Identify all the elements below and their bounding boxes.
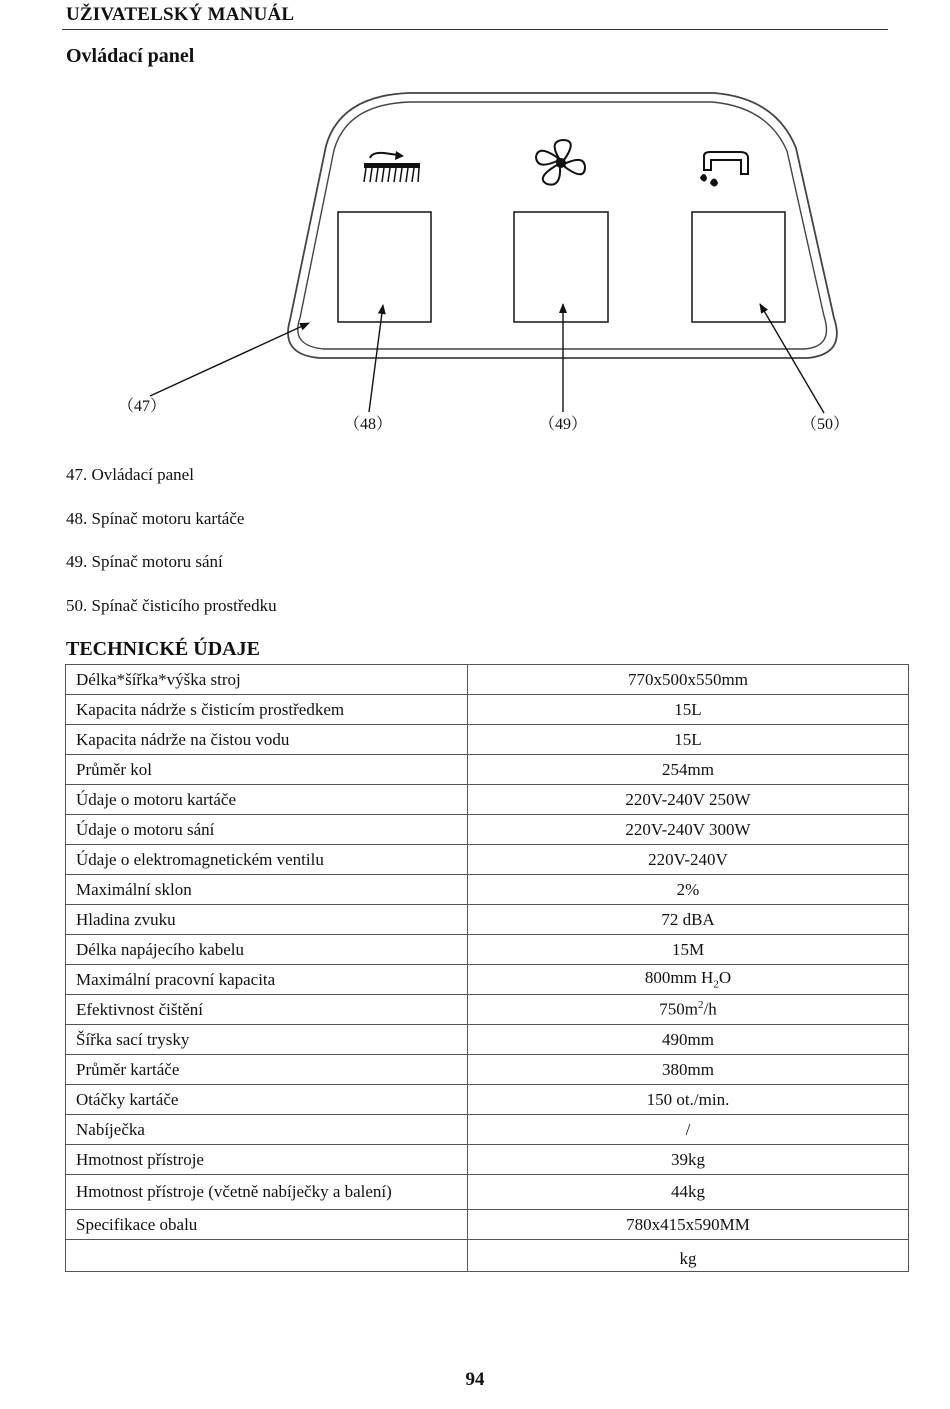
spec-label: Průměr kol <box>66 755 468 785</box>
spec-label <box>66 1240 468 1272</box>
spec-value: 44kg <box>468 1175 909 1210</box>
brush-motor-switch <box>338 212 431 322</box>
spec-label: Údaje o motoru sání <box>66 815 468 845</box>
table-row <box>66 1175 909 1210</box>
spec-value-text: /h <box>703 999 717 1019</box>
table-row <box>66 1210 909 1240</box>
technical-specs-table <box>65 664 909 1272</box>
spec-value: 220V-240V <box>468 845 909 875</box>
spec-label: Kapacita nádrže na čistou vodu <box>66 725 468 755</box>
spec-label: Kapacita nádrže s čisticím prostředkem <box>66 695 468 725</box>
spec-value: 2% <box>468 875 909 905</box>
detergent-tap-icon <box>701 152 748 186</box>
spec-label: Specifikace obalu <box>66 1210 468 1240</box>
spec-label: Údaje o motoru kartáče <box>66 785 468 815</box>
table-row <box>66 935 909 965</box>
technical-data-heading: TECHNICKÉ ÚDAJE <box>66 638 260 660</box>
spec-value: 150 ot./min. <box>468 1085 909 1115</box>
control-panel-heading: Ovládací panel <box>66 45 195 67</box>
fan-suction-icon <box>536 140 585 185</box>
spec-label: Efektivnost čištění <box>66 995 468 1025</box>
spec-value: 72 dBA <box>468 905 909 935</box>
suction-motor-switch <box>514 212 608 322</box>
spec-label: Hmotnost přístroje (včetně nabíječky a balení) <box>66 1175 468 1210</box>
legend-item-50: 50. Spínač čisticího prostředku <box>66 596 277 615</box>
spec-label: Hmotnost přístroje <box>66 1145 468 1175</box>
spec-value: 15M <box>468 935 909 965</box>
table-row <box>66 1025 909 1055</box>
table-row <box>66 1085 909 1115</box>
spec-value: 780x415x590MM <box>468 1210 909 1240</box>
table-row <box>66 875 909 905</box>
spec-label: Otáčky kartáče <box>66 1085 468 1115</box>
control-panel-diagram <box>0 0 950 450</box>
spec-label: Maximální pracovní kapacita <box>66 965 468 995</box>
table-row <box>66 695 909 725</box>
spec-value <box>468 995 909 1025</box>
table-row <box>66 845 909 875</box>
spec-label: Délka napájecího kabelu <box>66 935 468 965</box>
spec-label: Maximální sklon <box>66 875 468 905</box>
table-row <box>66 725 909 755</box>
spec-label: Údaje o elektromagnetickém ventilu <box>66 845 468 875</box>
spec-value-subscript: 2 <box>713 978 719 991</box>
brush-motor-icon <box>364 151 420 182</box>
callout-line-47 <box>150 323 309 396</box>
spec-value-text: O <box>718 968 732 988</box>
spec-value: 770x500x550mm <box>468 665 909 695</box>
spec-value: 39kg <box>468 1145 909 1175</box>
legend-item-48: 48. Spínač motoru kartáče <box>66 509 245 528</box>
callout-label-49: （49） <box>539 416 588 433</box>
spec-value-superscript: 2 <box>698 999 704 1012</box>
spec-value: / <box>468 1115 909 1145</box>
spec-value: 220V-240V 250W <box>468 785 909 815</box>
spec-value: 15L <box>468 695 909 725</box>
detergent-switch <box>692 212 785 322</box>
table-row <box>66 665 909 695</box>
callout-label-50: （50） <box>801 416 850 433</box>
legend-item-49: 49. Spínač motoru sání <box>66 552 223 571</box>
spec-value: 15L <box>468 725 909 755</box>
spec-value: 380mm <box>468 1055 909 1085</box>
spec-value <box>468 965 909 995</box>
table-row <box>66 995 909 1025</box>
spec-value: kg <box>468 1240 909 1272</box>
table-row <box>66 965 909 995</box>
spec-value: 220V-240V 300W <box>468 815 909 845</box>
table-row <box>66 785 909 815</box>
manual-header-title: UŽIVATELSKÝ MANUÁL <box>66 4 295 25</box>
table-row <box>66 1240 909 1272</box>
table-row <box>66 815 909 845</box>
callout-label-47: （47） <box>118 398 167 415</box>
spec-value-text: 800mm H <box>644 968 714 988</box>
spec-label: Průměr kartáče <box>66 1055 468 1085</box>
spec-value-text: 750m <box>659 999 698 1019</box>
callout-label-48: （48） <box>344 416 393 433</box>
table-row <box>66 755 909 785</box>
spec-label: Nabíječka <box>66 1115 468 1145</box>
legend-item-47: 47. Ovládací panel <box>66 465 194 484</box>
page-number: 94 <box>465 1369 485 1390</box>
table-row <box>66 1145 909 1175</box>
table-row <box>66 1115 909 1145</box>
spec-value: 490mm <box>468 1025 909 1055</box>
table-row <box>66 1055 909 1085</box>
spec-label: Šířka sací trysky <box>66 1025 468 1055</box>
spec-label: Délka*šířka*výška stroj <box>66 665 468 695</box>
spec-label: Hladina zvuku <box>66 905 468 935</box>
spec-value: 254mm <box>468 755 909 785</box>
table-row <box>66 905 909 935</box>
